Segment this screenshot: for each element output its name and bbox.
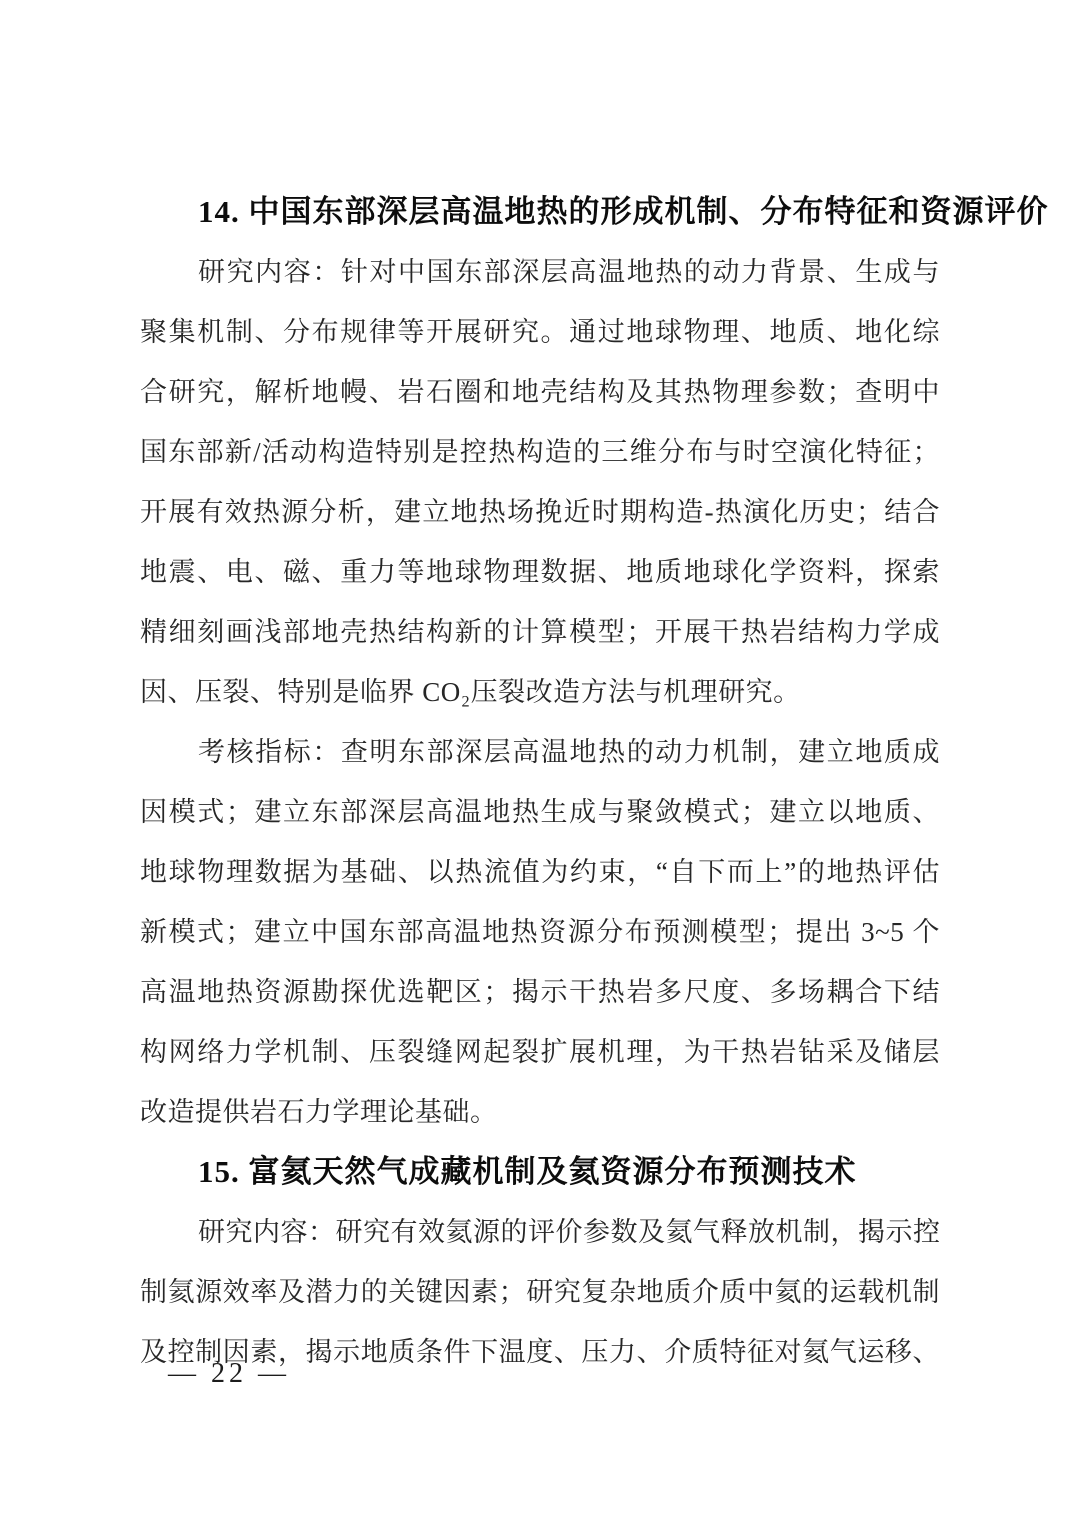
body-line: 构网络力学机制、压裂缝网起裂扩展机理，为干热岩钻采及储层 <box>140 1037 940 1067</box>
text-block <box>140 182 1049 1382</box>
body-line: 开展有效热源分析，建立地热场挽近时期构造-热演化历史；结合 <box>140 497 940 527</box>
body-line: 研究内容：研究有效氦源的评价参数及氦气释放机制，揭示控 <box>198 1217 941 1247</box>
body-line: 因、压裂、特别是临界 CO₂压裂改造方法与机理研究。 <box>140 677 801 707</box>
section-15-heading: 15. 富氦天然气成藏机制及氦资源分布预测技术 <box>198 1154 857 1189</box>
body-line: 精细刻画浅部地壳热结构新的计算模型；开展干热岩结构力学成 <box>140 617 940 647</box>
body-line: 国东部新/活动构造特别是控热构造的三维分布与时空演化特征； <box>140 437 940 467</box>
body-line: 合研究，解析地幔、岩石圈和地壳结构及其热物理参数；查明中 <box>140 377 940 407</box>
body-line: 研究内容：针对中国东部深层高温地热的动力背景、生成与 <box>198 257 940 287</box>
body-line: 及控制因素，揭示地质条件下温度、压力、介质特征对氦气运移、 <box>140 1337 940 1367</box>
body-line: 考核指标：查明东部深层高温地热的动力机制，建立地质成 <box>198 737 940 767</box>
body-line: 高温地热资源勘探优选靶区；揭示干热岩多尺度、多场耦合下结 <box>140 977 940 1007</box>
body-line: 地球物理数据为基础、以热流值为约束，“自下而上”的地热评估 <box>140 857 940 887</box>
body-line: 新模式；建立中国东部高温地热资源分布预测模型；提出 3~5 个 <box>140 917 940 947</box>
body-line: 地震、电、磁、重力等地球物理数据、地质地球化学资料，探索 <box>140 557 940 587</box>
section-14-heading: 14. 中国东部深层高温地热的形成机制、分布特征和资源评价 <box>198 194 1049 229</box>
page-number: — 22 — <box>168 1358 290 1389</box>
body-line: 制氦源效率及潜力的关键因素；研究复杂地质介质中氦的运载机制 <box>140 1277 940 1307</box>
body-line: 聚集机制、分布规律等开展研究。通过地球物理、地质、地化综 <box>140 317 940 347</box>
body-line: 因模式；建立东部深层高温地热生成与聚敛模式；建立以地质、 <box>140 797 940 827</box>
body-line: 改造提供岩石力学理论基础。 <box>140 1097 498 1127</box>
